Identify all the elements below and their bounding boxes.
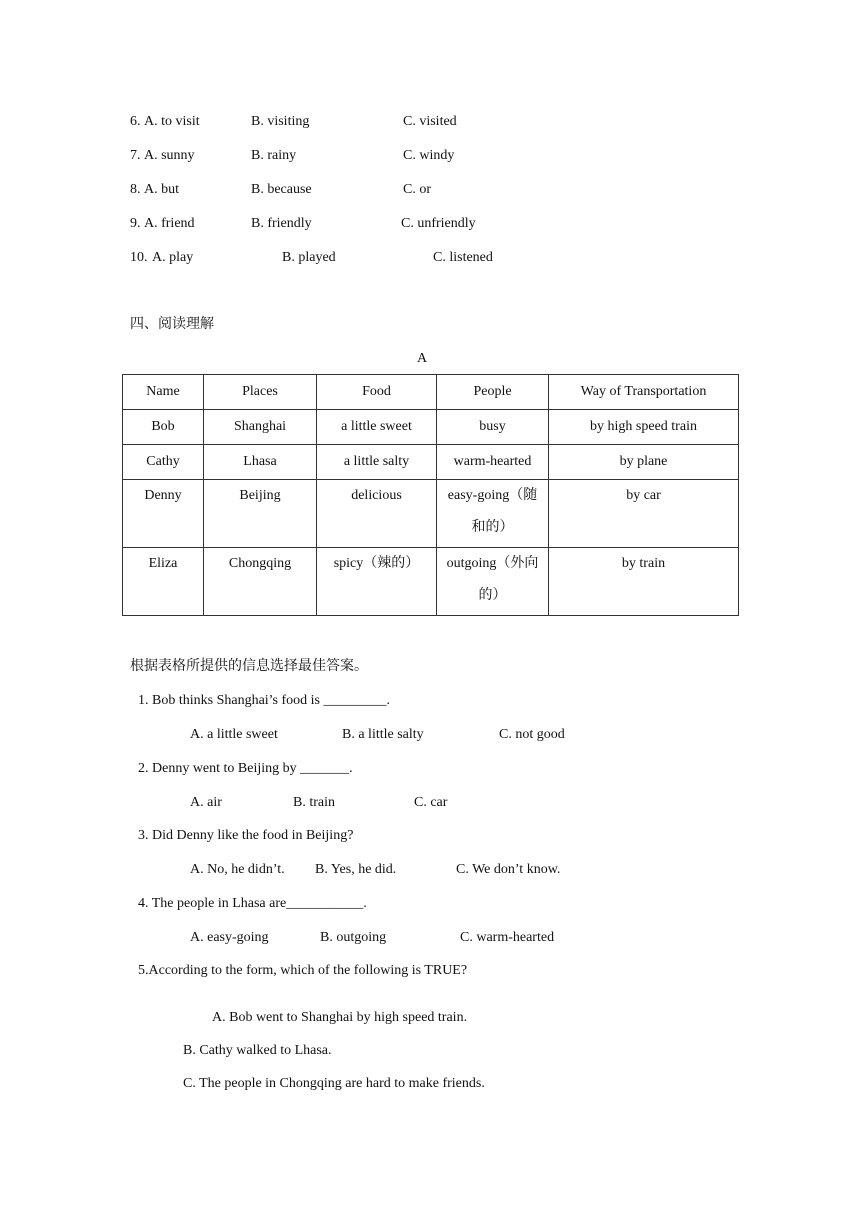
question-stem: 2. Denny went to Beijing by _______. xyxy=(138,761,353,776)
table-cell: warm-hearted xyxy=(437,445,549,480)
question-stem: 1. Bob thinks Shanghai’s food is _________. xyxy=(138,693,391,708)
table-row xyxy=(123,548,739,616)
option-a: A. Bob went to Shanghai by high speed train. xyxy=(212,1010,468,1025)
option-a: A. play xyxy=(152,250,194,265)
header-cell: Name xyxy=(123,375,204,410)
option-b: B. because xyxy=(251,182,312,197)
table-cell: a little salty xyxy=(317,445,437,480)
section-title: 四、阅读理解 xyxy=(130,317,214,332)
table-cell: outgoing（外向的） xyxy=(437,548,549,616)
option-c: C. car xyxy=(414,795,448,810)
passage-label: A xyxy=(417,351,428,366)
table-cell: busy xyxy=(437,410,549,445)
option-a: A. a little sweet xyxy=(190,727,278,742)
table-cell: Denny xyxy=(123,480,204,548)
option-c: C. The people in Chongqing are hard to make friends. xyxy=(183,1076,485,1091)
option-c: C. warm-hearted xyxy=(460,930,555,945)
option-c: C. not good xyxy=(499,727,565,742)
option-a: A. but xyxy=(144,182,179,197)
question-number: 8. xyxy=(130,182,141,197)
info-table xyxy=(122,374,739,616)
option-b: B. train xyxy=(293,795,335,810)
table-row xyxy=(123,480,739,548)
option-a: A. sunny xyxy=(144,148,195,163)
option-c: C. visited xyxy=(403,114,457,129)
table-cell: by car xyxy=(549,480,739,548)
option-c: C. windy xyxy=(403,148,455,163)
table-cell: easy-going（随和的） xyxy=(437,480,549,548)
instruction-text: 根据表格所提供的信息选择最佳答案。 xyxy=(130,659,368,674)
table-cell: by train xyxy=(549,548,739,616)
header-cell: People xyxy=(437,375,549,410)
question-number: 9. xyxy=(130,216,141,231)
header-cell: Way of Transportation xyxy=(549,375,739,410)
header-cell: Food xyxy=(317,375,437,410)
question-stem: 4. The people in Lhasa are___________. xyxy=(138,896,367,911)
option-c: C. or xyxy=(403,182,431,197)
option-a: A. No, he didn’t. xyxy=(190,862,285,877)
option-b: B. friendly xyxy=(251,216,312,231)
header-cell: Places xyxy=(204,375,317,410)
option-a: A. friend xyxy=(144,216,195,231)
question-number: 7. xyxy=(130,148,141,163)
table-cell: Eliza xyxy=(123,548,204,616)
table-cell: Bob xyxy=(123,410,204,445)
table-cell: by plane xyxy=(549,445,739,480)
option-c: C. unfriendly xyxy=(401,216,476,231)
table-cell: Cathy xyxy=(123,445,204,480)
table-cell: Lhasa xyxy=(204,445,317,480)
question-stem: 3. Did Denny like the food in Beijing? xyxy=(138,828,354,843)
table-cell: Shanghai xyxy=(204,410,317,445)
option-b: B. rainy xyxy=(251,148,297,163)
table-cell: Chongqing xyxy=(204,548,317,616)
option-c: C. listened xyxy=(433,250,493,265)
option-a: A. easy-going xyxy=(190,930,269,945)
table-header-row xyxy=(123,375,739,410)
table-cell: Beijing xyxy=(204,480,317,548)
option-a: A. air xyxy=(190,795,222,810)
option-b: B. a little salty xyxy=(342,727,424,742)
table-cell: delicious xyxy=(317,480,437,548)
option-c: C. We don’t know. xyxy=(456,862,561,877)
table-cell: a little sweet xyxy=(317,410,437,445)
option-b: B. played xyxy=(282,250,336,265)
table-row xyxy=(123,445,739,480)
option-b: B. visiting xyxy=(251,114,310,129)
question-stem: 5.According to the form, which of the following is TRUE? xyxy=(138,963,468,978)
option-a: A. to visit xyxy=(144,114,200,129)
table-cell: by high speed train xyxy=(549,410,739,445)
question-number: 6. xyxy=(130,114,141,129)
question-number: 10. xyxy=(130,250,148,265)
table-row xyxy=(123,410,739,445)
option-b: B. outgoing xyxy=(320,930,387,945)
option-b: B. Cathy walked to Lhasa. xyxy=(183,1043,332,1058)
option-b: B. Yes, he did. xyxy=(315,862,397,877)
table-cell: spicy（辣的） xyxy=(317,548,437,616)
